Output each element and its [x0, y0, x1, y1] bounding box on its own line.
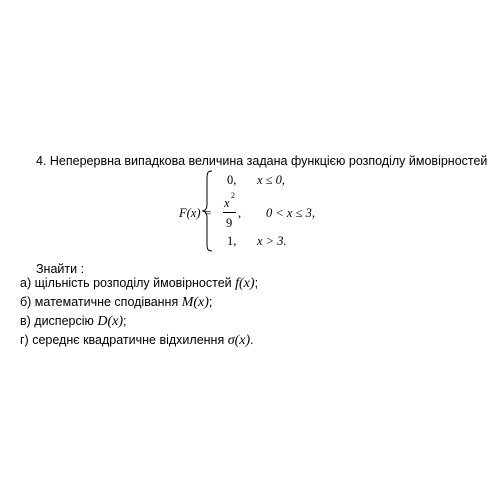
- task-c-suffix: ;: [123, 314, 127, 328]
- task-item-d: [20, 333, 258, 352]
- task-b-text: б) математичне сподівання: [20, 295, 182, 309]
- case-3-value: 1,: [227, 234, 237, 248]
- case-2-condition: 0 < x ≤ 3,: [266, 206, 315, 220]
- task-b-suffix: ;: [208, 295, 213, 309]
- task-item-a: [20, 276, 258, 295]
- task-c-text: в) дисперсію: [20, 314, 98, 328]
- task-d-math: σ(x): [227, 333, 251, 348]
- case-2-exponent: 2: [231, 191, 235, 200]
- task-d-suffix: .: [250, 333, 254, 347]
- task-c-math: D(x): [97, 314, 124, 329]
- case-2-numerator: x: [224, 196, 230, 210]
- case-3-condition: x > 3.: [257, 234, 287, 248]
- task-item-b: [20, 295, 258, 314]
- task-b-math: M(x): [181, 295, 209, 310]
- task-item-c: [20, 314, 258, 333]
- find-label: Знайти :: [36, 262, 85, 276]
- case-1-value: 0,: [227, 173, 237, 187]
- fraction-bar: [223, 212, 236, 213]
- task-d-text: г) середнє квадратичне відхилення: [20, 333, 228, 347]
- case-1-condition: x ≤ 0,: [257, 173, 286, 187]
- formula-lhs: F(x) =: [179, 206, 213, 220]
- task-a-text: а) щільність розподілу ймовірностей: [20, 276, 236, 290]
- problem-title: 4. Неперервна випадкова величина задана функцією розподілу ймовірностей: [36, 154, 488, 168]
- left-brace-icon: [200, 170, 214, 252]
- case-2-comma: ,: [238, 206, 242, 220]
- task-a-suffix: ;: [254, 276, 259, 290]
- case-2-denominator: 9: [226, 216, 233, 230]
- task-a-math: f(x): [235, 276, 255, 291]
- task-list: [20, 276, 258, 352]
